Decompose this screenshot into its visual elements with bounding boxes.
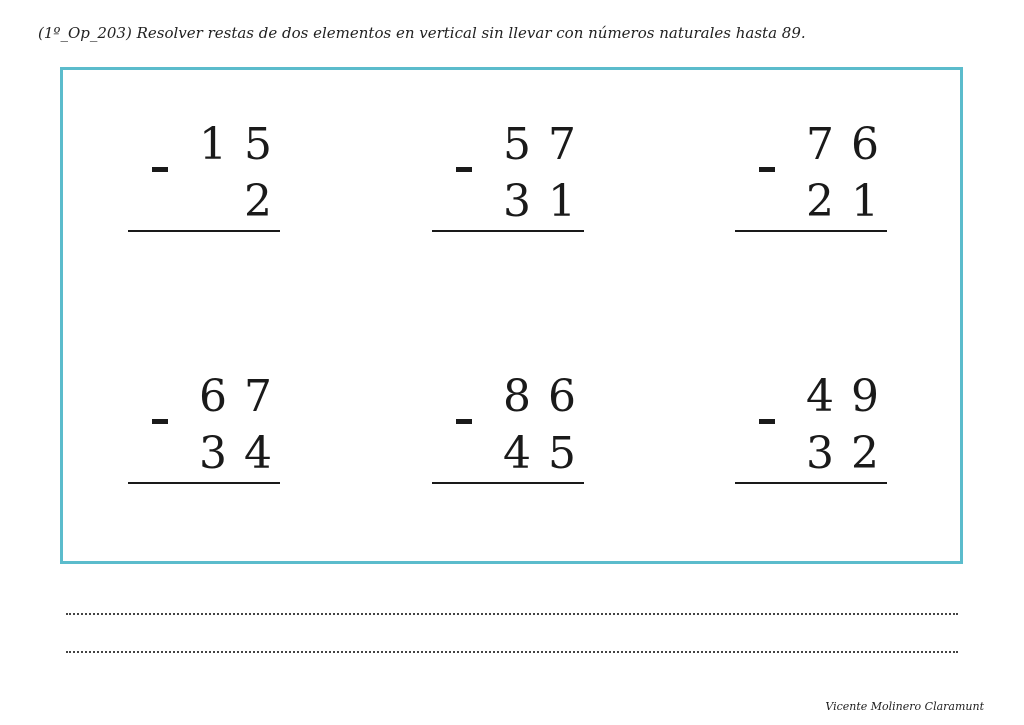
minuend-tens-digit: 4	[806, 371, 834, 422]
minuend-units-digit: 5	[244, 119, 272, 170]
author-signature: Vicente Molinero Claramunt	[825, 700, 984, 713]
minus-sign	[456, 419, 472, 424]
subtrahend-tens-digit: 3	[806, 428, 834, 479]
subtrahend-units-digit: 2	[851, 428, 879, 479]
minuend-tens-digit: 8	[503, 371, 531, 422]
subtrahend-units-digit: 4	[244, 428, 272, 479]
result-line	[128, 230, 280, 232]
subtraction-problem-5	[432, 367, 592, 507]
minus-sign	[759, 419, 775, 424]
minuend-units-digit: 7	[244, 371, 272, 422]
minuend-tens-digit: 5	[503, 119, 531, 170]
subtraction-problem-2	[432, 115, 592, 255]
subtraction-problem-4	[128, 367, 288, 507]
answer-dotted-line-2[interactable]	[66, 651, 958, 653]
minuend-tens-digit: 7	[806, 119, 834, 170]
subtraction-problem-3	[735, 115, 895, 255]
minuend-units-digit: 6	[548, 371, 576, 422]
minus-sign	[152, 419, 168, 424]
minus-sign	[759, 167, 775, 172]
minuend-units-digit: 6	[851, 119, 879, 170]
result-line	[128, 482, 280, 484]
result-line	[432, 482, 584, 484]
result-line	[735, 230, 887, 232]
subtrahend-units-digit: 5	[548, 428, 576, 479]
minuend-tens-digit: 6	[199, 371, 227, 422]
result-line	[432, 230, 584, 232]
subtrahend-tens-digit: 4	[503, 428, 531, 479]
minuend-units-digit: 9	[851, 371, 879, 422]
minus-sign	[456, 167, 472, 172]
worksheet-title: (1º_Op_203) Resolver restas de dos elementos en vertical sin llevar con números naturales hasta 89.	[38, 24, 806, 42]
subtraction-problem-6	[735, 367, 895, 507]
minus-sign	[152, 167, 168, 172]
answer-dotted-line-1[interactable]	[66, 613, 958, 615]
subtrahend-tens-digit: 3	[199, 428, 227, 479]
minuend-tens-digit: 1	[199, 119, 227, 170]
subtrahend-units-digit: 1	[851, 176, 879, 227]
subtrahend-units-digit: 1	[548, 176, 576, 227]
subtrahend-tens-digit: 2	[806, 176, 834, 227]
result-line	[735, 482, 887, 484]
minuend-units-digit: 7	[548, 119, 576, 170]
subtrahend-units-digit: 2	[244, 176, 272, 227]
exercise-frame	[60, 67, 963, 564]
subtraction-problem-1	[128, 115, 288, 255]
subtrahend-tens-digit: 3	[503, 176, 531, 227]
